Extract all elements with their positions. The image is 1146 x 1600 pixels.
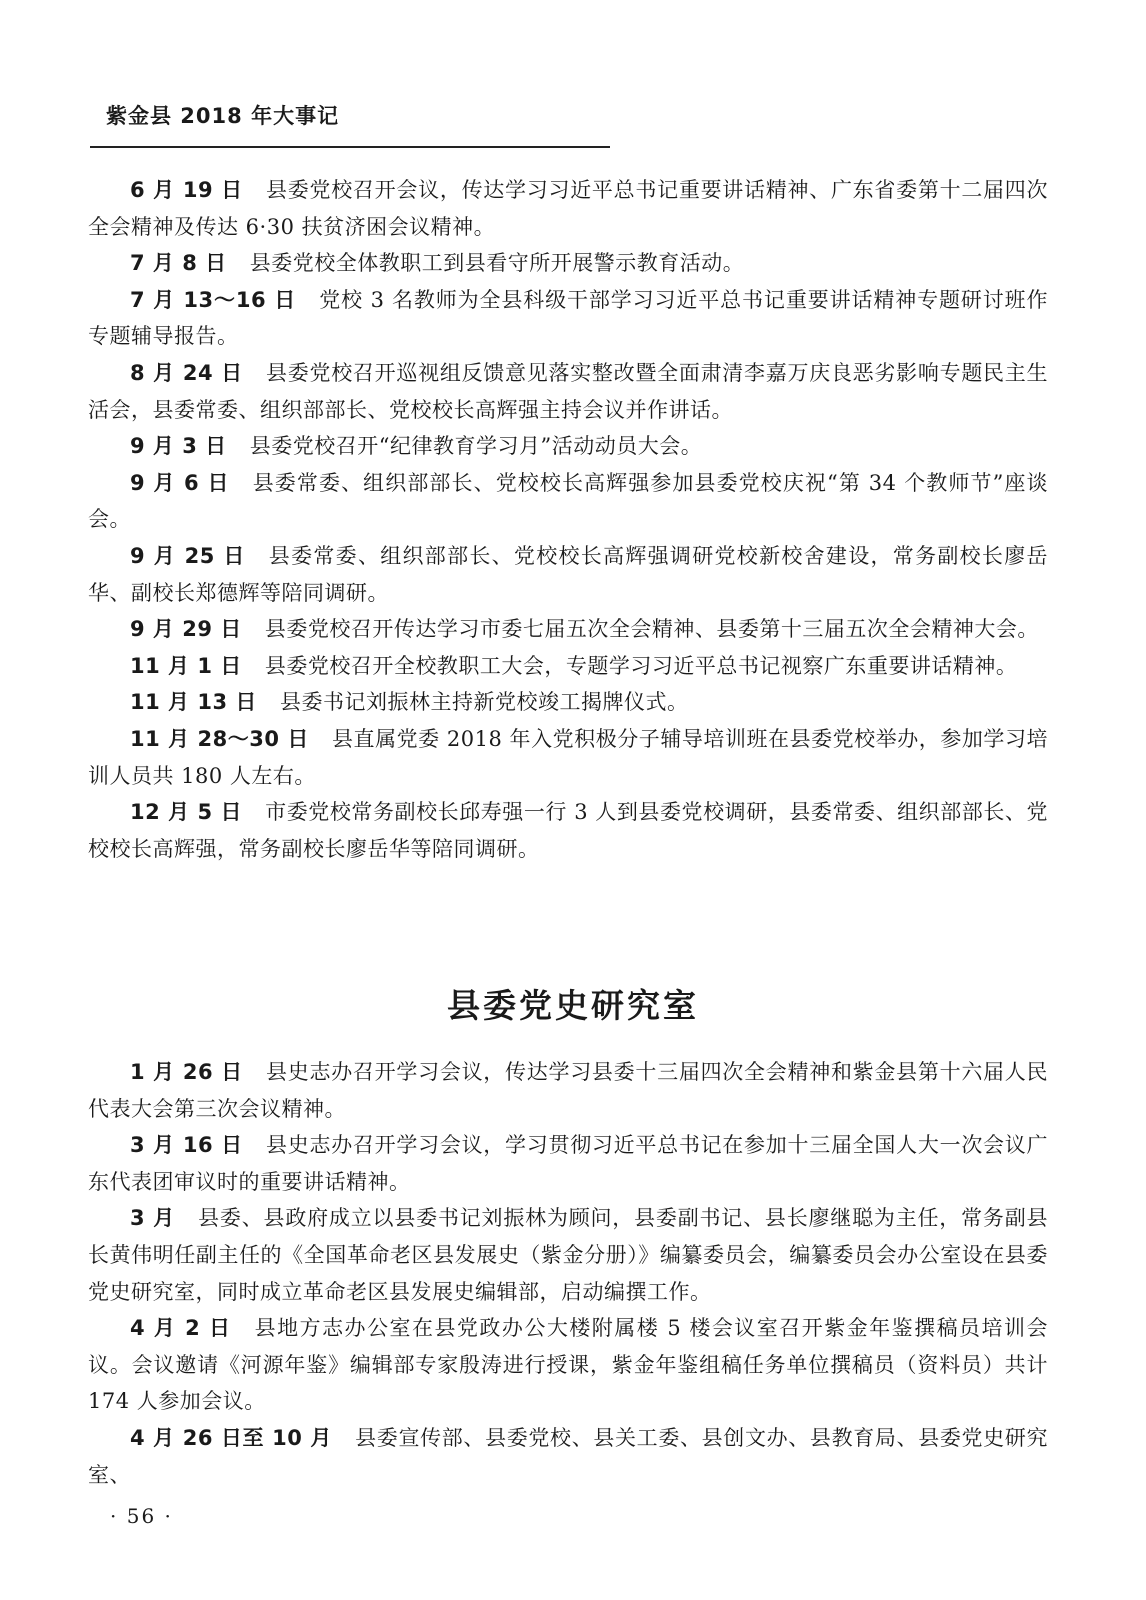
entry-date: 9 月 29 日 <box>130 617 242 642</box>
entry-date: 1 月 26 日 <box>130 1060 243 1084</box>
entry-text: 县委书记刘振林主持新党校竣工揭牌仪式。 <box>279 690 689 715</box>
entries-block-bottom <box>88 1054 1048 1493</box>
entry-date: 12 月 5 日 <box>130 800 243 825</box>
entry-text: 县地方志办公室在县党政办公大楼附属楼 5 楼会议室召开紫金年鉴撰稿员培训会议。会议邀请《河源年鉴》编辑部专家殷涛进行授课，紫金年鉴组稿任务单位撰稿员（资料员）共计 174 人参加会议。 <box>88 1316 1048 1414</box>
entry-date: 3 月 <box>130 1206 176 1231</box>
running-head: 紫金县 2018 年大事记 <box>106 104 340 128</box>
chronicle-entry <box>88 1420 1048 1493</box>
chronicle-entry <box>88 355 1048 428</box>
entry-date: 3 月 16 日 <box>130 1133 243 1158</box>
entry-date: 11 月 1 日 <box>130 653 242 678</box>
page-number: · 56 · <box>110 1504 173 1528</box>
entry-date: 4 月 26 日至 10 月 <box>130 1425 333 1450</box>
entry-text: 县直属党委 2018 年入党积极分子辅导培训班在县委党校举办，参加学习培训人员共 180 人左右。 <box>88 726 1048 788</box>
entry-text: 县委党校召开全校教职工大会，专题学习习近平总书记视察广东重要讲话精神。 <box>264 653 1018 678</box>
chronicle-entry <box>88 245 1048 282</box>
header-rule <box>90 146 610 148</box>
entry-date: 8 月 24 日 <box>130 360 243 385</box>
entry-date: 11 月 13 日 <box>130 690 257 715</box>
chronicle-entry <box>88 282 1048 355</box>
chronicle-entry <box>88 721 1048 794</box>
entry-date: 11 月 28～30 日 <box>130 726 309 751</box>
entry-date: 7 月 13～16 日 <box>130 287 297 312</box>
entry-text: 县委、县政府成立以县委书记刘振林为顾问，县委副书记、县长廖继聪为主任，常务副县长黄伟明任副主任的《全国革命老区县发展史（紫金分册）》编纂委员会，编纂委员会办公室设在县委党史研究室，同时成立革命老区县发展史编辑部，启动编撰工作。 <box>88 1206 1048 1304</box>
entry-text: 县史志办召开学习会议，传达学习县委十三届四次全会精神和紫金县第十六届人民代表大会第三次会议精神。 <box>88 1060 1048 1121</box>
entry-text: 县委党校召开传达学习市委七届五次全会精神、县委第十三届五次全会精神大会。 <box>264 617 1039 642</box>
chronicle-entry <box>88 611 1048 648</box>
chronicle-entry <box>88 465 1048 538</box>
entry-date: 9 月 3 日 <box>130 434 227 459</box>
entry-text: 县委党校召开“纪律教育学习月”活动动员大会。 <box>249 434 703 459</box>
entry-date: 7 月 8 日 <box>130 251 227 276</box>
entries-block-top <box>88 172 1048 867</box>
entry-text: 县委常委、组织部部长、党校校长高辉强参加县委党校庆祝“第 34 个教师节”座谈会。 <box>88 470 1048 532</box>
chronicle-entry <box>88 1310 1048 1420</box>
chronicle-entry <box>88 172 1048 245</box>
chronicle-entry <box>88 1054 1048 1127</box>
chronicle-entry <box>88 684 1048 721</box>
chronicle-entry <box>88 794 1048 867</box>
entry-text: 县委宣传部、县委党校、县关工委、县创文办、县教育局、县委党史研究室、 <box>88 1425 1048 1487</box>
chronicle-entry <box>88 538 1048 611</box>
entry-date: 4 月 2 日 <box>130 1316 232 1341</box>
entry-text: 县委党校全体教职工到县看守所开展警示教育活动。 <box>249 251 745 276</box>
entry-date: 9 月 25 日 <box>130 543 246 568</box>
chronicle-entry <box>88 428 1048 465</box>
entry-text: 县委党校召开巡视组反馈意见落实整改暨全面肃清李嘉万庆良恶劣影响专题民主生活会，县委常委、组织部部长、党校校长高辉强主持会议并作讲话。 <box>88 360 1048 422</box>
entry-text: 市委党校常务副校长邱寿强一行 3 人到县委党校调研，县委常委、组织部部长、党校校长高辉强，常务副校长廖岳华等陪同调研。 <box>88 800 1048 861</box>
entry-date: 6 月 19 日 <box>130 178 243 202</box>
chronicle-entry <box>88 648 1048 685</box>
entry-text: 县委党校召开会议，传达学习习近平总书记重要讲话精神、广东省委第十二届四次全会精神及传达 6·30 扶贫济困会议精神。 <box>88 178 1048 239</box>
entry-date: 9 月 6 日 <box>130 470 230 495</box>
entry-text: 县史志办召开学习会议，学习贯彻习近平总书记在参加十三届全国人大一次会议广东代表团审议时的重要讲话精神。 <box>88 1133 1048 1194</box>
chronicle-entry <box>88 1127 1048 1200</box>
entry-text: 县委常委、组织部部长、党校校长高辉强调研党校新校舍建设，常务副校长廖岳华、副校长郑德辉等陪同调研。 <box>88 543 1048 605</box>
chronicle-entry <box>88 1200 1048 1310</box>
section-title: 县委党史研究室 <box>447 986 699 1025</box>
entry-text: 党校 3 名教师为全县科级干部学习习近平总书记重要讲话精神专题研讨班作专题辅导报告。 <box>88 287 1048 349</box>
